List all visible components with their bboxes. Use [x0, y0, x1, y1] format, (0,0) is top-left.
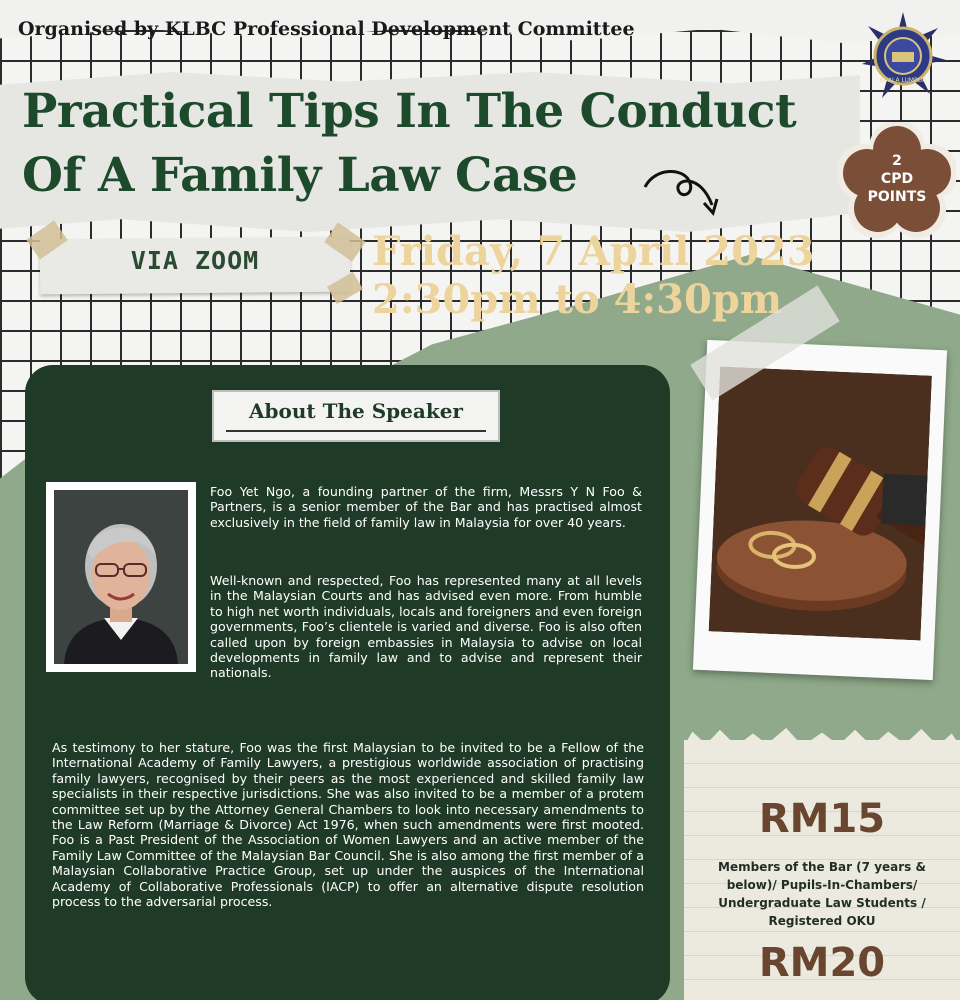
organiser-line: Organised by KLBC Professional Development Committee — [18, 18, 635, 40]
curved-arrow-icon — [640, 165, 720, 220]
logo-text: KUALA LUMPUR — [879, 77, 927, 84]
event-title — [22, 80, 862, 208]
speaker-bio-paragraph-1: Foo Yet Ngo, a founding partner of the firm, Messrs Y N Foo & Partners, is a senior member of the Bar and has practised almost exclusively in the field of family law in Malaysia for over 40 years. — [210, 484, 642, 530]
price-members-eligibility: Members of the Bar (7 years & below)/ Pupils-In-Chambers/ Undergraduate Law Students / Registered OKU — [718, 860, 926, 928]
via-zoom-text: VIA ZOOM — [130, 246, 260, 275]
title-line-2: Of A Family Law Case — [22, 148, 578, 203]
cpd-label: CPD — [880, 171, 914, 187]
speaker-bio-paragraph-3: As testimony to her stature, Foo was the first Malaysian to be invited to be a Fellow of the International Academy of Family Lawyers, a prestigious worldwide association of practising family lawyers, recognised by their peers as the most experienced and skilled family law specialists in their respective jurisdictions. She was also invited to be a member of a protem committee set up by the Attorney General Chambers to look into necessary amendments to the Law Reform (Marriage & Divorce) Act 1976, when such amendments were first mooted. Foo is a Past President of the Association of Women Lawyers and an active member of the Family Law Committee of the Malaysian Bar Council. She is also among the first member of a Malaysian Collaborative Practice Group, set up under the auspices of the International Academy of Collaborative Professionals (IACP) to offer an alternative dispute resolution process to the adversarial process. — [52, 740, 644, 910]
cpd-badge-text — [838, 152, 956, 206]
about-speaker-heading: About The Speaker — [249, 399, 463, 423]
gavel-rings-image — [709, 367, 932, 641]
cpd-points-label: POINTS — [867, 189, 927, 205]
event-date: Friday, 7 April 2023 — [372, 228, 815, 275]
kl-bar-seal-icon — [858, 10, 948, 100]
price-members: RM15 — [758, 796, 886, 842]
title-line-1: Practical Tips In The Conduct — [22, 84, 797, 139]
price-standard: RM20 — [758, 940, 886, 986]
cpd-number: 2 — [892, 153, 902, 169]
speaker-portrait — [54, 490, 188, 664]
gavel-polaroid — [693, 340, 947, 680]
speaker-photo-frame — [46, 482, 196, 672]
event-time: 2:30pm to 4:30pm — [372, 276, 783, 323]
speaker-bio-paragraph-2: Well-known and respected, Foo has represented many at all levels in the Malaysian Courts and has advised even more. From humble to high net worth individuals, locals and foreigners and even foreign governments, Foo’s clientele is varied and diverse. Foo is also often called upon by foreign embassies in Malaysia to advise on local developments in family law and to advise and represent their nationals. — [210, 573, 642, 681]
heading-underline — [226, 430, 486, 432]
